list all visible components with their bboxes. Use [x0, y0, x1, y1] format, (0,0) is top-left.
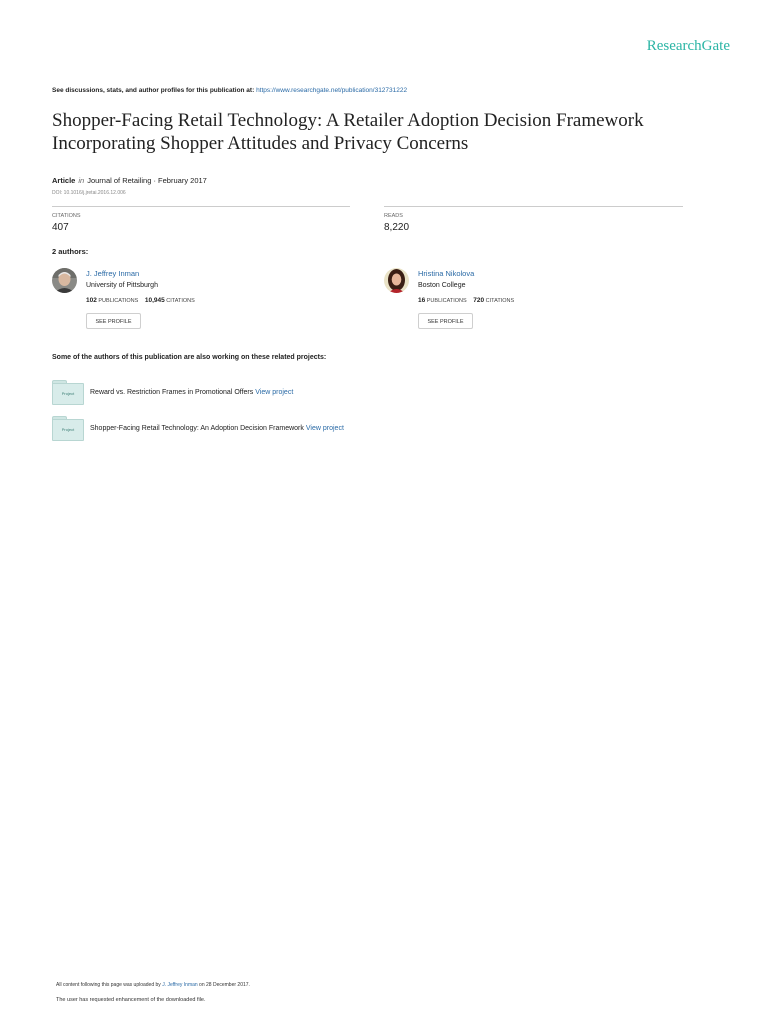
author-stats — [86, 297, 195, 304]
author-card — [52, 268, 312, 332]
upload-note-suffix: on 28 December 2017. — [197, 982, 250, 988]
publication-source-line — [52, 87, 407, 94]
author-name[interactable]: J. Jeffrey Inman — [86, 269, 140, 278]
reads-value: 8,220 — [384, 222, 410, 233]
author-avatar[interactable] — [52, 268, 77, 293]
author-stats — [418, 297, 514, 304]
see-discussions-text: See discussions, stats, and author profiles for this publication at: — [52, 87, 257, 94]
author-name[interactable]: Hristina Nikolova — [418, 269, 475, 278]
project-folder-icon — [52, 380, 83, 404]
author-avatar[interactable] — [384, 268, 409, 293]
project-title — [90, 389, 293, 396]
enhancement-note: The user has requested enhancement of the downloaded file. — [56, 997, 206, 1003]
project-title-text: Reward vs. Restriction Frames in Promotional Offers — [90, 389, 254, 396]
see-profile-button[interactable]: SEE PROFILE — [418, 313, 473, 329]
authors-heading: 2 authors: — [52, 247, 89, 256]
upload-note — [56, 982, 250, 988]
project-folder-icon — [52, 416, 83, 440]
researchgate-logo[interactable]: ResearchGate — [646, 38, 730, 54]
reads-divider — [384, 206, 683, 207]
doi-text: DOI: 10.1016/j.jretai.2016.12.006 — [52, 190, 126, 196]
upload-note-prefix: All content following this page was uploaded by — [56, 982, 163, 988]
author-citations-count: 720 — [473, 297, 485, 304]
related-projects-heading: Some of the authors of this publication are also working on these related projects: — [52, 354, 327, 361]
author-card — [384, 268, 644, 332]
citations-value: 407 — [52, 222, 69, 233]
uploader-link[interactable]: J. Jeffrey Inman — [162, 982, 198, 988]
author-publications-count: 16 — [418, 297, 426, 304]
article-type: Article — [52, 176, 76, 185]
author-citations-count: 10,945 — [144, 297, 165, 304]
reads-label: READS — [384, 213, 403, 219]
project-title — [90, 425, 344, 432]
article-in: in — [78, 176, 85, 185]
author-citations-label: CITATIONS — [485, 298, 515, 304]
author-institution: University of Pittsburgh — [86, 282, 158, 289]
author-publications-label: PUBLICATIONS — [98, 298, 139, 304]
citations-label: CITATIONS — [52, 213, 81, 219]
project-title-text: Shopper-Facing Retail Technology: An Adoption Decision Framework — [90, 425, 304, 432]
journal-name[interactable]: Journal of Retailing · February 2017 — [87, 176, 207, 185]
view-project-link[interactable]: View project — [255, 389, 294, 396]
author-publications-label: PUBLICATIONS — [426, 298, 467, 304]
author-institution: Boston College — [418, 282, 466, 289]
author-citations-label: CITATIONS — [166, 298, 195, 304]
see-profile-button[interactable]: SEE PROFILE — [86, 313, 141, 329]
citations-divider — [52, 206, 350, 207]
project-icon-label: Project — [61, 427, 75, 432]
project-item — [52, 416, 552, 440]
view-project-link[interactable]: View project — [305, 425, 344, 432]
paper-title: Shopper-Facing Retail Technology: A Retailer Adoption Decision Framework Incorporating Shopper Attitudes and Privacy Concerns — [52, 110, 644, 154]
article-meta — [52, 176, 207, 185]
author-publications-count: 102 — [86, 297, 97, 304]
publication-url-link[interactable]: https://www.researchgate.net/publication/312731222 — [256, 87, 408, 94]
project-icon-label: Project — [61, 391, 75, 396]
project-item — [52, 380, 552, 404]
